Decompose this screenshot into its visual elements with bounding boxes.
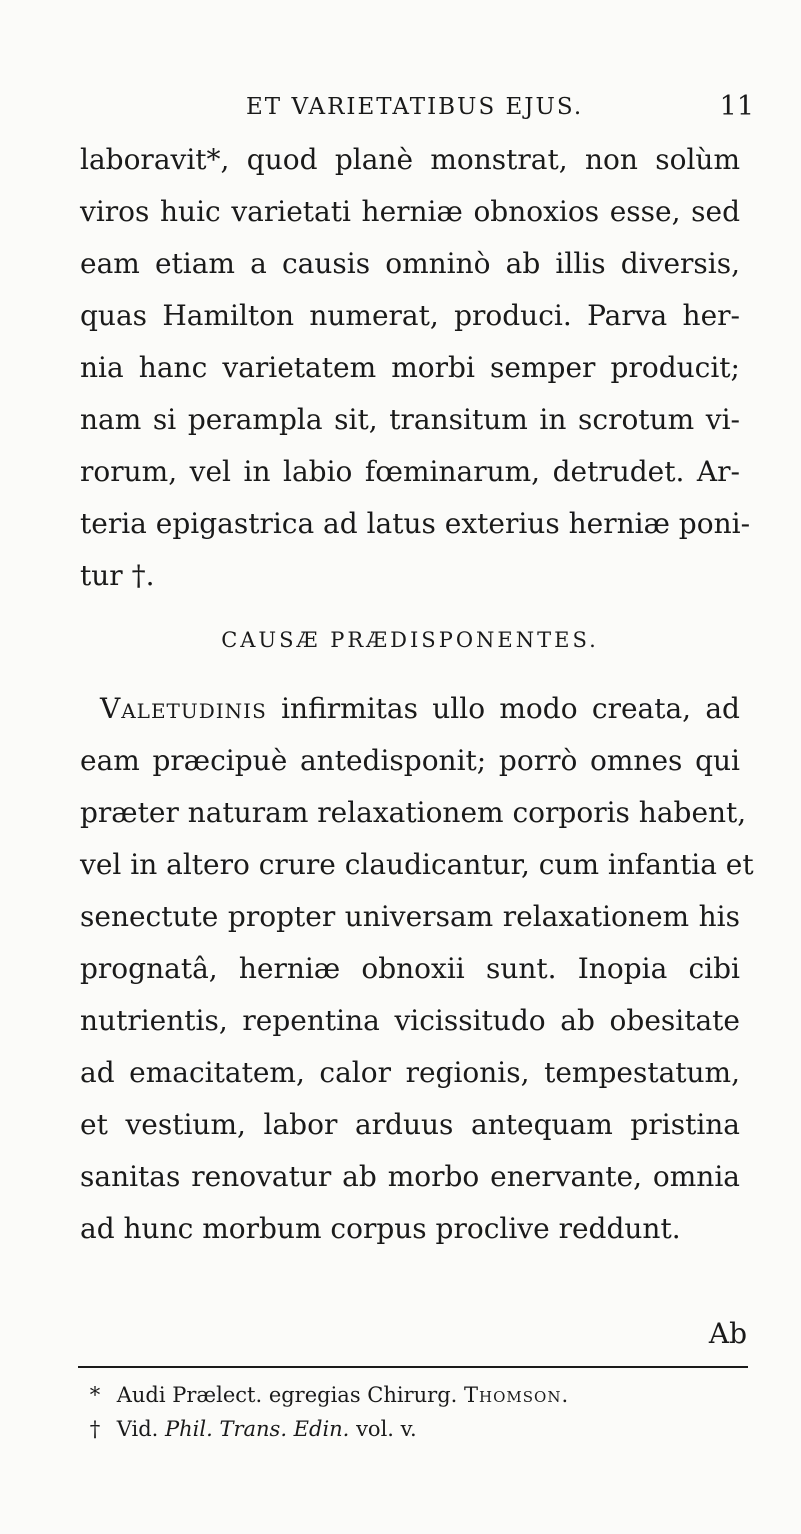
section-heading: CAUSÆ PRÆDISPONENTES. (221, 628, 599, 652)
text-line: quas Hamilton numerat, produci. Parva her- (80, 299, 740, 332)
footnote-2 (80, 1412, 760, 1446)
footnote-rule (78, 1366, 748, 1368)
text-line: senectute propter universam relaxationem his (80, 900, 740, 933)
footnote-text (117, 1383, 569, 1407)
footnote-journal: Phil. Trans. Edin. (165, 1417, 350, 1441)
first-line-rest: infirmitas ullo modo creata, ad (281, 692, 740, 725)
running-head (210, 91, 754, 126)
text-line: sanitas renovatur ab morbo enervante, omnia (80, 1160, 740, 1193)
text-line: nutrientis, repentina vicissitudo ab obesitate (80, 1004, 740, 1037)
text-line: laboravit*, quod planè monstrat, non solùm (80, 143, 740, 176)
footnote-text (117, 1417, 417, 1441)
paragraph-1 (80, 134, 751, 602)
footnote-mark: * (89, 1383, 101, 1407)
footnote-author: Thomson. (464, 1383, 570, 1407)
footnote-volume: vol. v. (356, 1417, 417, 1441)
paragraph-first-line (80, 683, 740, 735)
text-line: et vestium, labor arduus antequam pristina (80, 1108, 740, 1141)
text-line: vel in altero crure claudicantur, cum infantia et (80, 848, 754, 881)
text-line: ad emacitatem, calor regionis, tempestatum, (80, 1056, 740, 1089)
footnote-1 (80, 1378, 760, 1412)
footnote-text-before: Audi Prælect. egregias Chirurg. (116, 1383, 458, 1407)
page-number: 11 (719, 91, 754, 122)
lead-word: Valetudinis (100, 692, 267, 725)
text-line: ad hunc morbum corpus proclive reddunt. (80, 1212, 681, 1245)
footnote-text-before: Vid. (116, 1417, 159, 1441)
catchword: Ab (708, 1317, 747, 1350)
text-line: teria epigastrica ad latus exterius herniæ poni- (80, 507, 751, 540)
text-line: nia hanc varietatem morbi semper producit; (80, 351, 740, 384)
text-line: prognatâ, herniæ obnoxii sunt. Inopia cibi (80, 952, 740, 985)
text-line: tur †. (80, 559, 155, 592)
footnotes (80, 1378, 760, 1446)
footnote-mark: † (89, 1417, 101, 1441)
running-title: ET VARIETATIBUS EJUS. (246, 94, 584, 120)
text-line: eam etiam a causis omninò ab illis diversis, (80, 247, 740, 280)
paragraph-2 (80, 683, 754, 1255)
text-line: viros huic varietati herniæ obnoxios esse, sed (80, 195, 740, 228)
text-line: rorum, vel in labio fœminarum, detrudet. Ar- (80, 455, 740, 488)
text-line: eam præcipuè antedisponit; porrò omnes qui (80, 744, 740, 777)
text-line: præter naturam relaxationem corporis habent, (80, 796, 747, 829)
text-line: nam si perampla sit, transitum in scrotum vi- (80, 403, 740, 436)
